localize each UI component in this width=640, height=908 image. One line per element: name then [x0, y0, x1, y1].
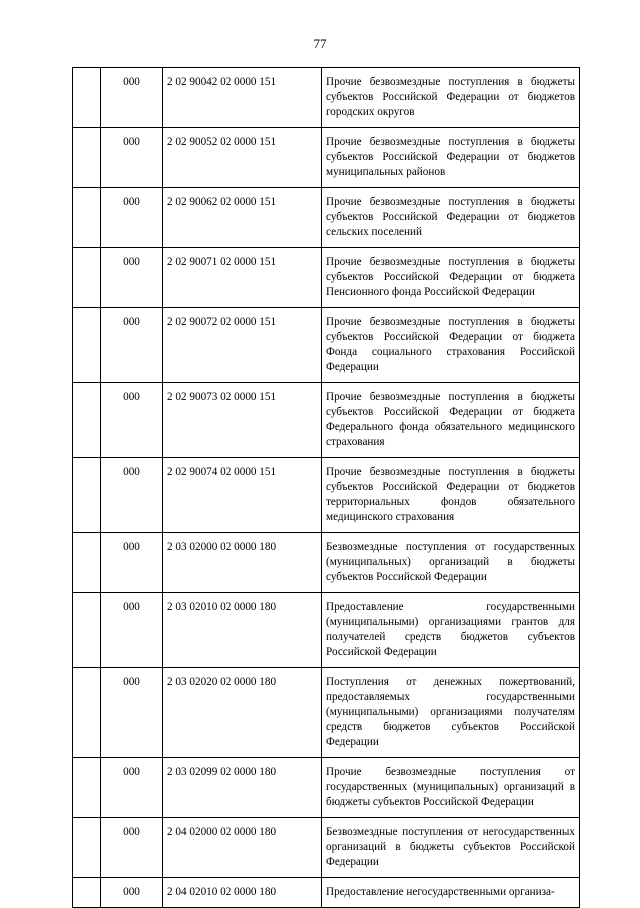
- admin-code-cell: 000: [101, 68, 163, 128]
- blank-cell: [73, 458, 101, 533]
- budget-classification-code-cell: 2 02 90073 02 0000 151: [163, 383, 322, 458]
- table-row: [73, 668, 580, 758]
- table-row: [73, 593, 580, 668]
- budget-revenue-table: [72, 67, 580, 908]
- table-row: [73, 308, 580, 383]
- page-number: 77: [313, 36, 327, 51]
- blank-cell: [73, 878, 101, 908]
- revenue-name-cell: Безвозмездные поступления от негосударственных организаций в бюджеты субъектов Российской Федерации: [322, 818, 580, 878]
- blank-cell: [73, 593, 101, 668]
- revenue-name-cell: Прочие безвозмездные поступления в бюджеты субъектов Российской Федерации от бюджетов городских округов: [322, 68, 580, 128]
- blank-cell: [73, 818, 101, 878]
- budget-classification-code-cell: 2 02 90052 02 0000 151: [163, 128, 322, 188]
- budget-classification-code-cell: 2 02 90062 02 0000 151: [163, 188, 322, 248]
- revenue-name-cell: Прочие безвозмездные поступления в бюджеты субъектов Российской Федерации от бюджета Пенсионного фонда Российской Федерации: [322, 248, 580, 308]
- admin-code-cell: 000: [101, 668, 163, 758]
- revenue-name-cell: Прочие безвозмездные поступления в бюджеты субъектов Российской Федерации от бюджетов территориальных фондов обязательного медицинского страхования: [322, 458, 580, 533]
- table-row: [73, 458, 580, 533]
- table-row: [73, 128, 580, 188]
- admin-code-cell: 000: [101, 308, 163, 383]
- revenue-name-cell: Прочие безвозмездные поступления от государственных (муниципальных) организаций в бюджеты субъектов Российской Федерации: [322, 758, 580, 818]
- budget-classification-code-cell: 2 04 02010 02 0000 180: [163, 878, 322, 908]
- table-row: [73, 878, 580, 908]
- blank-cell: [73, 383, 101, 458]
- budget-classification-code-cell: 2 02 90072 02 0000 151: [163, 308, 322, 383]
- table-row: [73, 248, 580, 308]
- blank-cell: [73, 533, 101, 593]
- blank-cell: [73, 68, 101, 128]
- admin-code-cell: 000: [101, 533, 163, 593]
- admin-code-cell: 000: [101, 593, 163, 668]
- budget-classification-code-cell: 2 03 02010 02 0000 180: [163, 593, 322, 668]
- blank-cell: [73, 758, 101, 818]
- revenue-name-cell: Безвозмездные поступления от государственных (муниципальных) организаций в бюджеты субъектов Российской Федерации: [322, 533, 580, 593]
- revenue-name-cell: Прочие безвозмездные поступления в бюджеты субъектов Российской Федерации от бюджетов сельских поселений: [322, 188, 580, 248]
- budget-classification-code-cell: 2 04 02000 02 0000 180: [163, 818, 322, 878]
- budget-classification-code-cell: 2 02 90071 02 0000 151: [163, 248, 322, 308]
- blank-cell: [73, 128, 101, 188]
- admin-code-cell: 000: [101, 758, 163, 818]
- revenue-name-cell: Прочие безвозмездные поступления в бюджеты субъектов Российской Федерации от бюджета Фонда социального страхования Российской Федерации: [322, 308, 580, 383]
- blank-cell: [73, 248, 101, 308]
- admin-code-cell: 000: [101, 383, 163, 458]
- admin-code-cell: 000: [101, 128, 163, 188]
- revenue-name-cell: Предоставление государственными (муниципальными) организациями грантов для получателей средств бюджетов субъектов Российской Федерации: [322, 593, 580, 668]
- admin-code-cell: 000: [101, 878, 163, 908]
- budget-classification-code-cell: 2 03 02020 02 0000 180: [163, 668, 322, 758]
- admin-code-cell: 000: [101, 818, 163, 878]
- blank-cell: [73, 188, 101, 248]
- admin-code-cell: 000: [101, 458, 163, 533]
- budget-classification-code-cell: 2 03 02000 02 0000 180: [163, 533, 322, 593]
- budget-classification-code-cell: 2 03 02099 02 0000 180: [163, 758, 322, 818]
- table-row: [73, 758, 580, 818]
- budget-classification-code-cell: 2 02 90074 02 0000 151: [163, 458, 322, 533]
- revenue-name-cell: Поступления от денежных пожертвований, предоставляемых государственными (муниципальными) организациями получателям средств бюджетов субъектов Российской Федерации: [322, 668, 580, 758]
- admin-code-cell: 000: [101, 188, 163, 248]
- blank-cell: [73, 308, 101, 383]
- budget-classification-code-cell: 2 02 90042 02 0000 151: [163, 68, 322, 128]
- table-row: [73, 383, 580, 458]
- blank-cell: [73, 668, 101, 758]
- revenue-name-cell: Прочие безвозмездные поступления в бюджеты субъектов Российской Федерации от бюджета Федерального фонда обязательного медицинского страхования: [322, 383, 580, 458]
- admin-code-cell: 000: [101, 248, 163, 308]
- revenue-name-cell: Предоставление негосударственными организа-: [322, 878, 580, 908]
- table-row: [73, 818, 580, 878]
- revenue-name-cell: Прочие безвозмездные поступления в бюджеты субъектов Российской Федерации от бюджетов муниципальных районов: [322, 128, 580, 188]
- table-row: [73, 188, 580, 248]
- table-row: [73, 533, 580, 593]
- table-row: [73, 68, 580, 128]
